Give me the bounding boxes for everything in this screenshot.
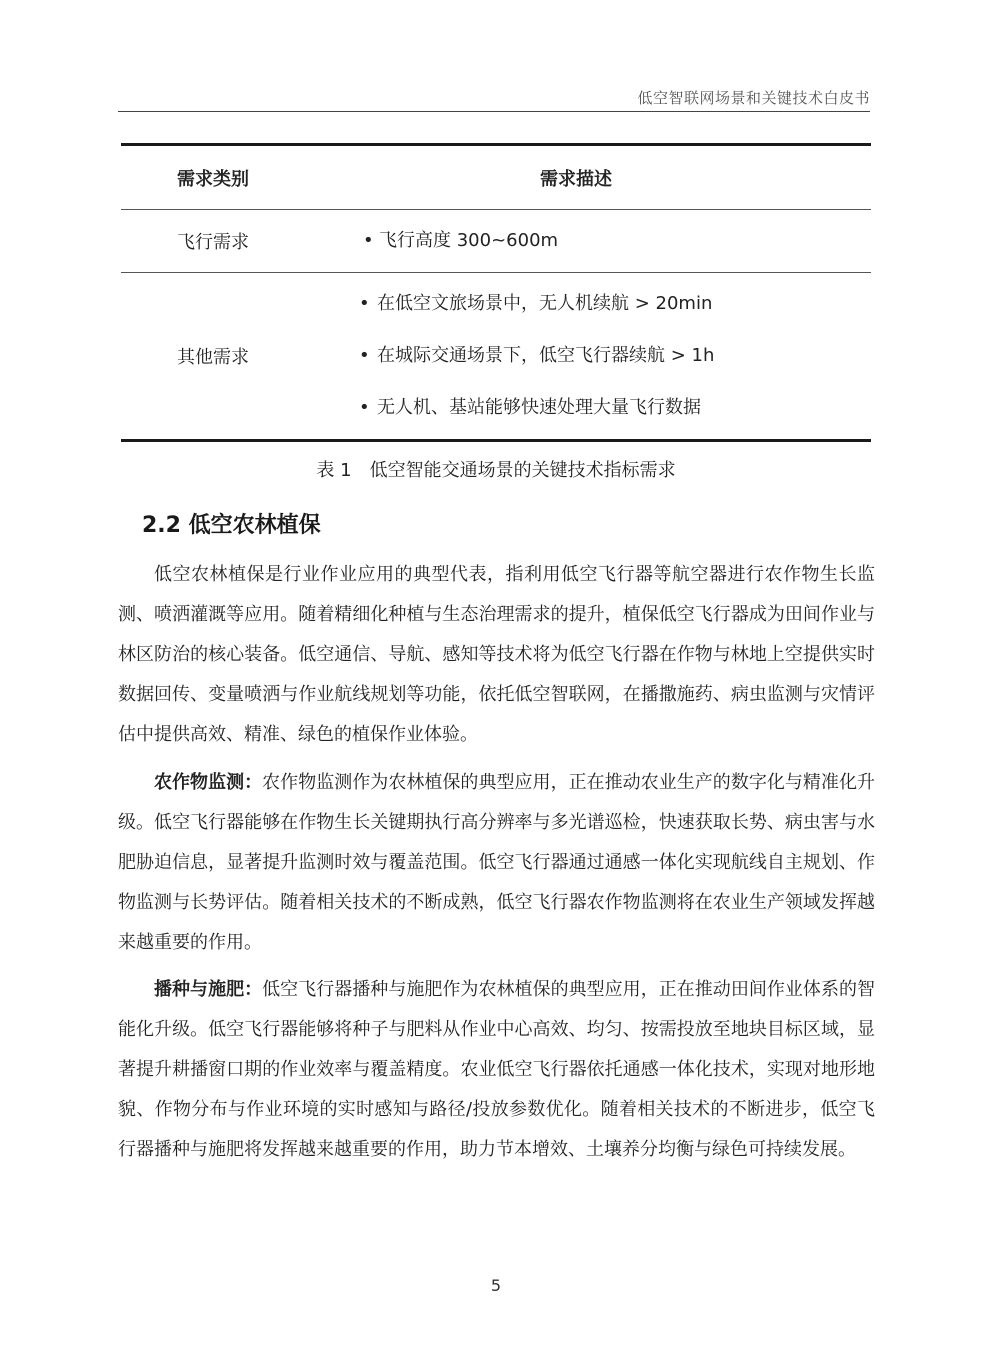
table-caption: 表 1 低空智能交通场景的关键技术指标需求 <box>316 460 676 481</box>
description-item: • 在城际交通场景下，低空飞行器续航 > 1h <box>377 343 871 369</box>
column-header-category: 需求类别 <box>177 168 249 190</box>
description-item: • 飞行高度 300~600m <box>379 228 871 254</box>
body-paragraph-seeding-fertilizing <box>118 970 875 1170</box>
paragraph-lead-term: 农作物监测： <box>154 772 263 793</box>
description-list <box>311 228 871 254</box>
row-category: 飞行需求 <box>177 232 249 253</box>
body-paragraph-crop-monitoring <box>118 763 875 963</box>
table-bottom-rule <box>121 439 871 442</box>
row-description <box>311 228 871 254</box>
description-list <box>311 291 871 421</box>
paragraph-lead-term: 播种与施肥： <box>154 979 263 1000</box>
table-row <box>121 273 871 439</box>
row-category: 其他需求 <box>177 347 249 368</box>
requirements-table <box>121 143 871 442</box>
paragraph-text: 农作物监测作为农林植保的典型应用，正在推动农业生产的数字化与精准化升级。低空飞行器能够在作物生长关键期执行高分辨率与多光谱巡检，快速获取长势、病虫害与水肥胁迫信息，显著提升监测时效与覆盖范围。低空飞行器通过通感一体化实现航线自主规划、作物监测与长势评估。随着相关技术的不断成熟，低空飞行器农作物监测将在农业生产领域发挥越来越重要的作用。 <box>118 772 875 953</box>
header-divider <box>118 111 870 112</box>
section-heading: 2.2 低空农林植保 <box>142 513 321 538</box>
paragraph-text: 低空飞行器播种与施肥作为农林植保的典型应用，正在推动田间作业体系的智能化升级。低空飞行器能够将种子与肥料从作业中心高效、均匀、按需投放至地块目标区域，显著提升耕播窗口期的作业效率与覆盖精度。农业低空飞行器依托通感一体化技术，实现对地形地貌、作物分布与作业环境的实时感知与路径/投放参数优化。随着相关技术的不断进步，低空飞行器播种与施肥将发挥越来越重要的作用，助力节本增效、土壤养分均衡与绿色可持续发展。 <box>118 979 875 1160</box>
running-header-title: 低空智联网场景和关键技术白皮书 <box>637 89 870 107</box>
table-row <box>121 210 871 272</box>
table-header-row <box>121 146 871 209</box>
body-paragraph-intro: 低空农林植保是行业作业应用的典型代表，指利用低空飞行器等航空器进行农作物生长监测、喷洒灌溉等应用。随着精细化种植与生态治理需求的提升，植保低空飞行器成为田间作业与林区防治的核心装备。低空通信、导航、感知等技术将为低空飞行器在作物与林地上空提供实时数据回传、变量喷洒与作业航线规划等功能，依托低空智联网，在播撒施药、病虫监测与灾情评估中提供高效、精准、绿色的植保作业体验。 <box>118 564 875 745</box>
row-description <box>311 291 871 421</box>
page-number: 5 <box>490 1276 502 1295</box>
description-item: • 在低空文旅场景中，无人机续航 > 20min <box>377 291 871 317</box>
description-item: • 无人机、基站能够快速处理大量飞行数据 <box>377 395 871 421</box>
column-header-description: 需求描述 <box>540 168 612 190</box>
